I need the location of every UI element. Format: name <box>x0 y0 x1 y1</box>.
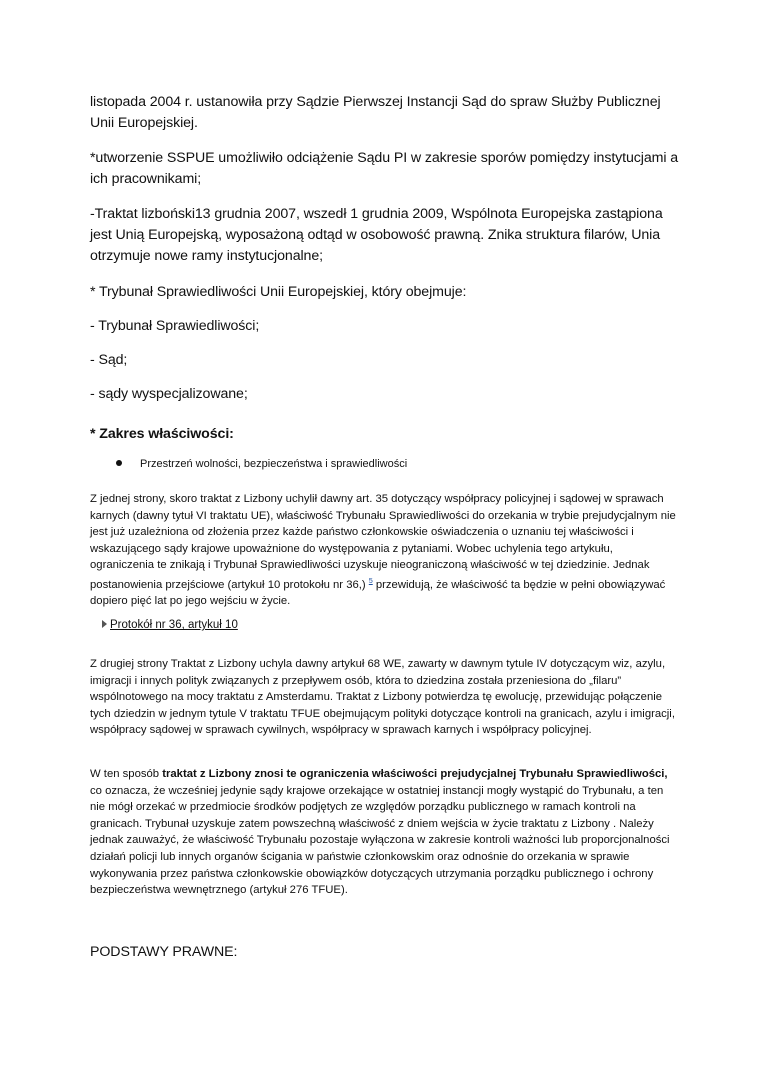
section-heading-jurisdiction: * Zakres właściwości: <box>90 426 234 442</box>
paragraph-sspue-establishment: listopada 2004 r. ustanowiła przy Sądzie Pierwszej Instancji Sąd do spraw Służby Publicznej Unii Europejskiej. <box>90 94 661 131</box>
list-item-court-of-justice: - Trybunał Sprawiedliwości; <box>90 318 260 334</box>
footer-heading-legal-bases: PODSTAWY PRAWNE: <box>90 944 238 960</box>
paragraph-former-article-35: Z jednej strony, skoro traktat z Lizbony uchylił dawny art. 35 dotyczący współpracy policyjnej i sądowej w sprawach karnych (dawny tytuł VI traktatu UE), właściwość Trybunału Sprawiedliwości do orzekania w trybie prejudycjalnym nie jest już uzależniona od złożenia przez każde państwo członkowskie oświadczenia o uznaniu tej właściwości i wskazującego sądy krajowe upoważnione do występowania z pytaniami. Wobec uchylenia tego artykułu, ograniczenia te znikają i Trybunał Sprawiedliwości uzyskuje nieograniczoną właściwość w tej dziedzinie. Jednak postanowienia przejściowe (artykuł 10 protokołu nr 36,) $^5$ przewidują, że właściwość ta będzie w pełni obowiązywać dopiero pięć lat po jego wejściu w życie. <box>90 493 676 608</box>
paragraph-lisbon-removes-limits: W ten sposób traktat z Lizbony znosi te ograniczenia właściwości prejudycjalnej Trybunału Sprawiedliwości, co oznacza, że wcześniej jedynie sądy krajowe orzekające w ostatniej instancji mogły wystąpić do Trybunału, a ten nie mógł orzekać w przedmiocie środków podjętych ze względów porządku publicznego w ramach kontroli na granicach. Trybunał uzyskuje zatem powszechną właściwość z dniem wejścia w życie traktatu z Lizbony . Należy jednak zauważyć, że właściwość Trybunału pozostaje wyłączona w zakresie kontroli ważności lub proporcjonalności działań policji lub innych organów ścigania w państwie członkowskim oraz odnośnie do orzekania w sprawie wykonywania przez państwa członkowskie obowiązków dotyczących utrzymania porządku publicznego i ochrony bezpieczeństwa wewnętrznego (artykuł 276 TFUE). <box>90 768 670 897</box>
list-item-general-court: - Sąd; <box>90 352 128 368</box>
bullet-dot-icon <box>116 460 122 466</box>
paragraph-lisbon-treaty: -Traktat lizboński13 grudnia 2007, wszedł 1 grudnia 2009, Wspólnota Europejska zastąpiona jest Unią Europejską, wyposażoną odtąd w osobowość prawną. Znika struktura filarów, Unia otrzymuje nowe ramy instytucjonalne; <box>90 206 663 264</box>
caret-right-icon <box>102 620 107 628</box>
paragraph-former-article-68: Z drugiej strony Traktat z Lizbony uchyla dawny artykuł 68 WE, zawarty w dawnym tytule IV dotyczącym wiz, azylu, imigracji i innych polityk związanych z przepływem osób, która to dziedzina została przeniesiona do „filaru” wspólnotowego na mocy traktatu z Amsterdamu. Traktat z Lizbony potwierdza tę ewolucję, przewidując połączenie tych dziedzin w jednym tytule V traktatu TFUE obejmującym polityki dotyczące kontroli na granicach, azylu i imigracji, współpracy sądowej w sprawach cywilnych, współpracy w sprawach karnych i współpracy policyjnej. <box>90 658 675 737</box>
paragraph-cjeu: * Trybunał Sprawiedliwości Unii Europejskiej, który obejmuje: <box>90 284 467 300</box>
paragraph-sspue-relief: *utworzenie SSPUE umożliwiło odciążenie Sądu PI w zakresie sporów pomiędzy instytucjami a ich pracownikami; <box>90 150 679 187</box>
footnote-link[interactable]: 5 <box>368 577 373 585</box>
bullet-freedom-security-justice: Przestrzeń wolności, bezpieczeństwa i sprawiedliwości <box>116 458 407 470</box>
list-item-specialised-courts: - sądy wyspecjalizowane; <box>90 386 248 402</box>
protocol-36-toggle[interactable]: Protokół nr 36, artykuł 10 <box>102 619 238 631</box>
